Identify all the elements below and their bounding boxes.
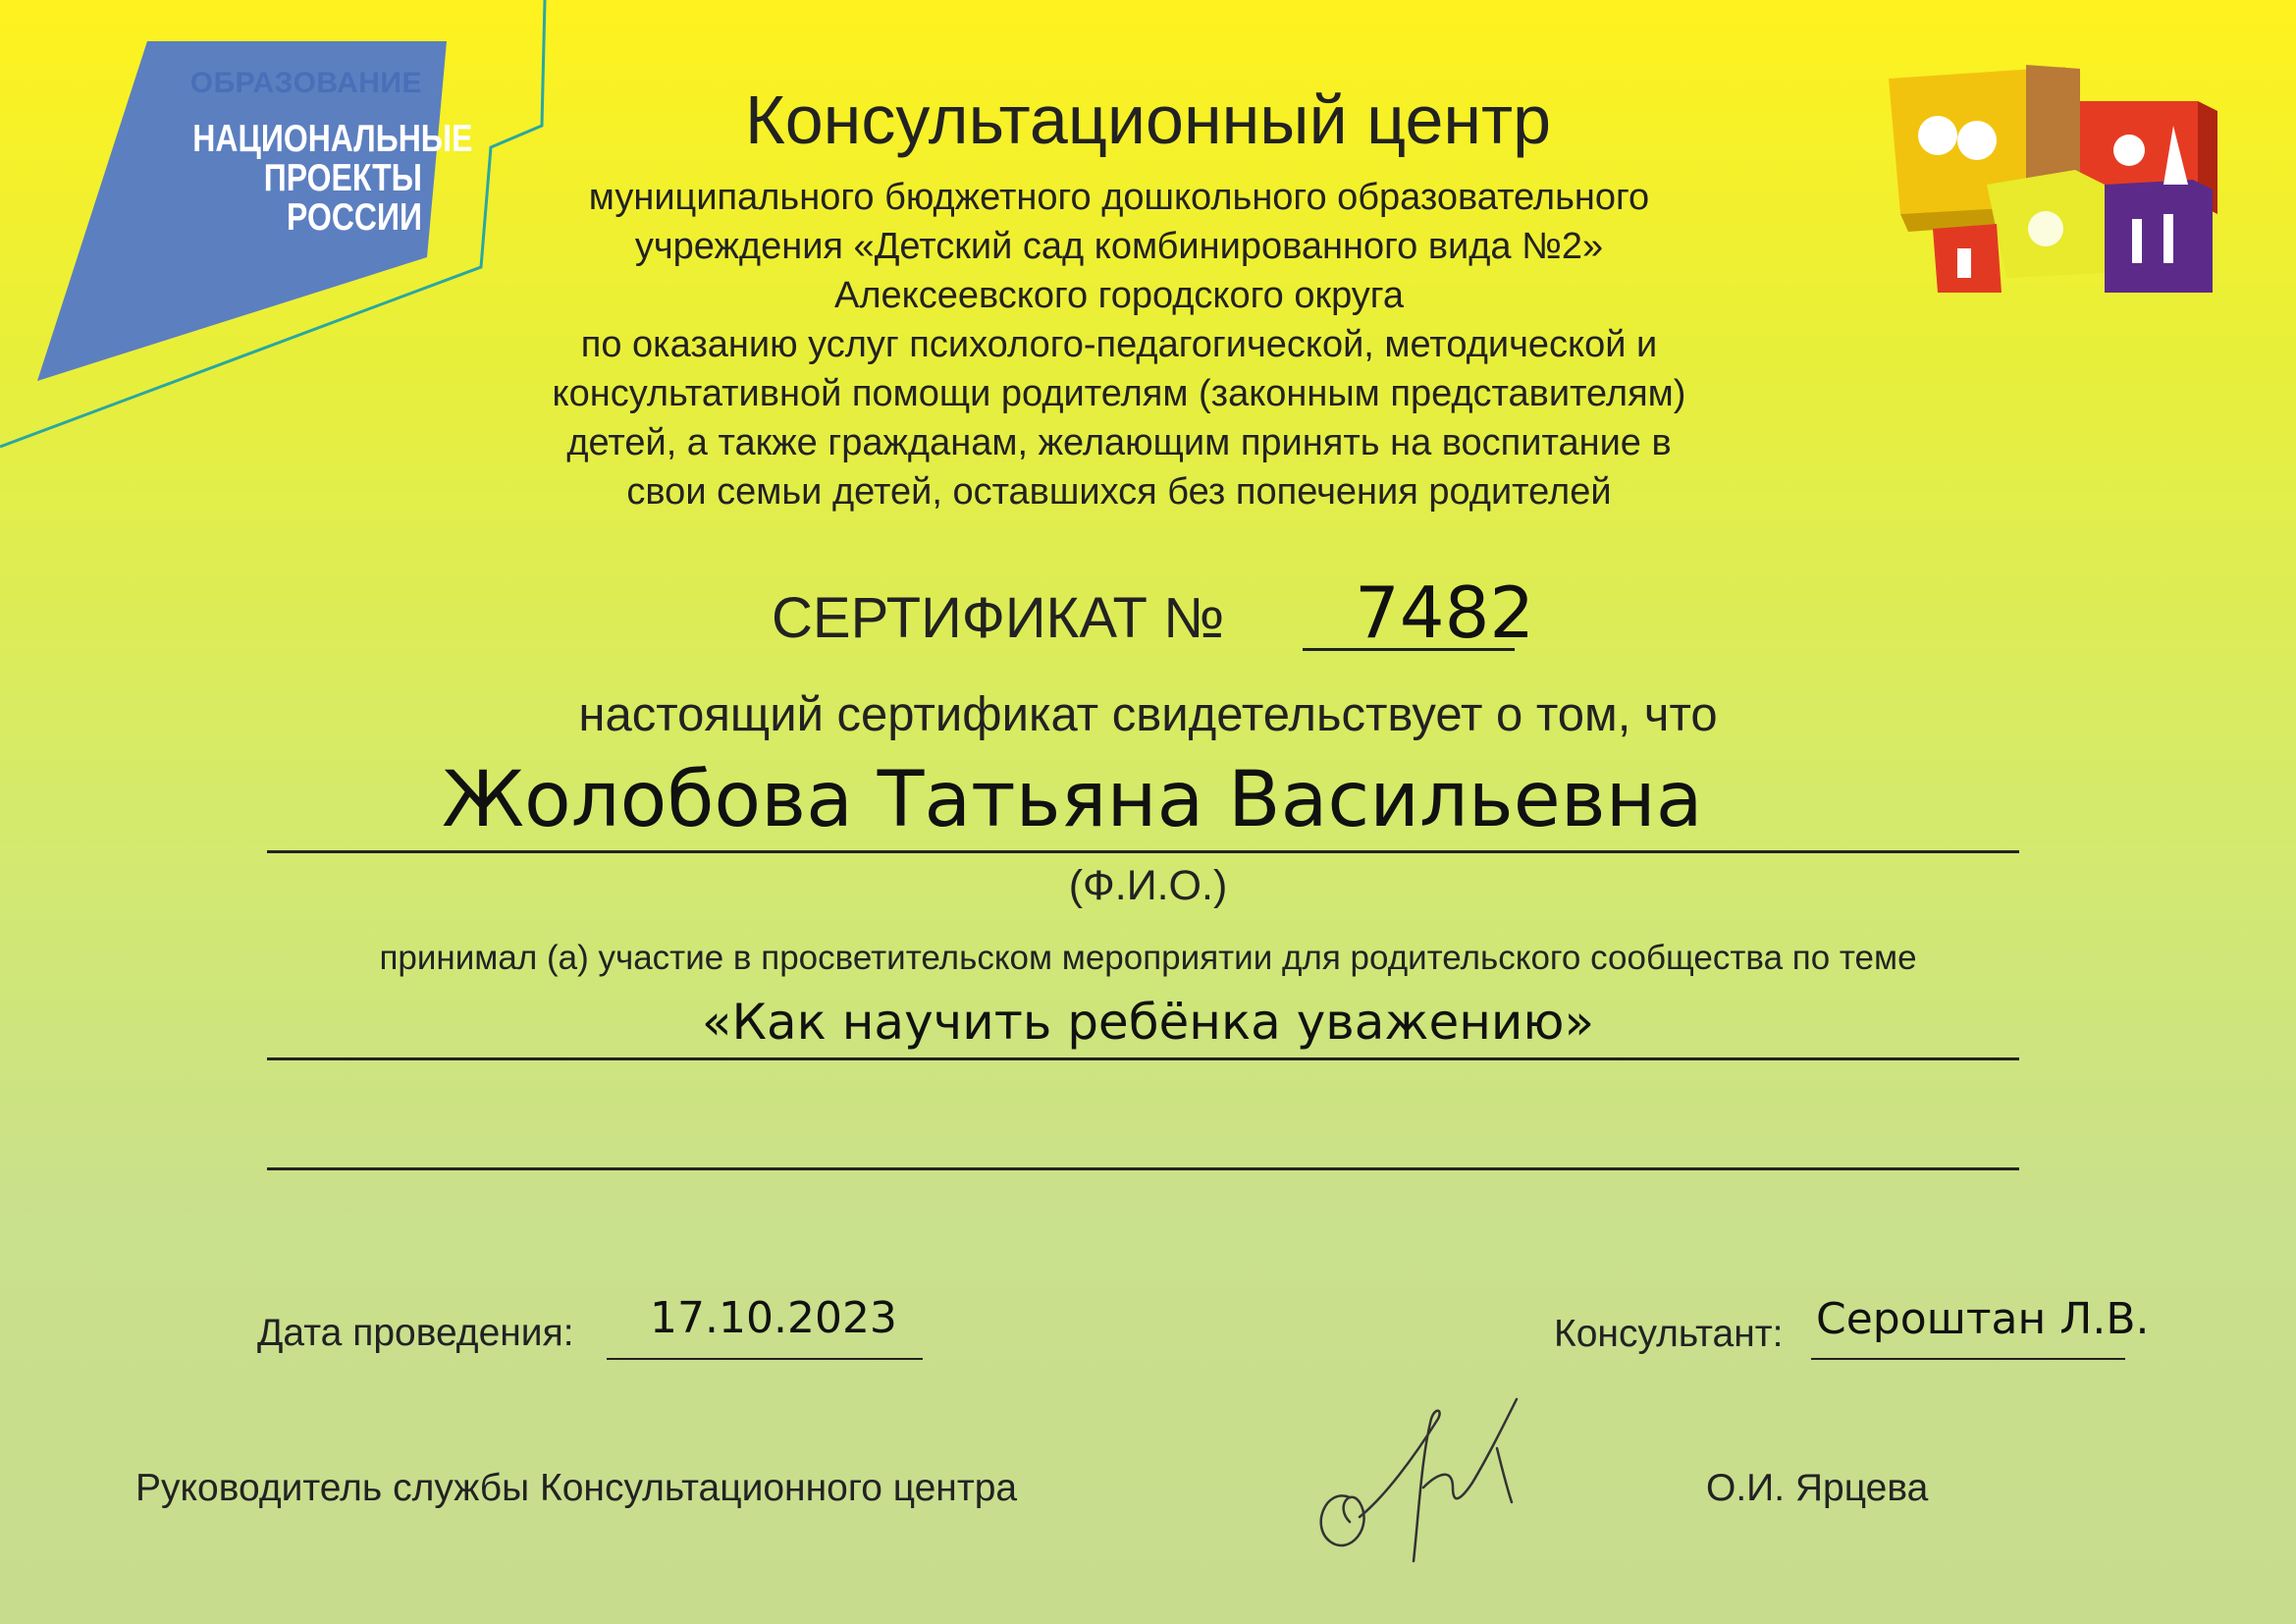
consultant-line: [1811, 1358, 2125, 1360]
logo-line-3: РОССИИ: [287, 196, 422, 239]
logo-line-2: ПРОЕКТЫ: [263, 157, 422, 199]
logo-line-1: НАЦИОНАЛЬНЫЕ: [192, 118, 473, 160]
participation-text: принимал (а) участие в просветительском мероприятии для родительского сообщества по теме: [379, 939, 1917, 977]
consultant-label: Консультант:: [1554, 1313, 1784, 1355]
fio-caption: (Ф.И.О.): [1068, 862, 1228, 909]
head-name: О.И. Ярцева: [1706, 1467, 1929, 1509]
fio-line: [267, 850, 2019, 853]
topic-line-2: [267, 1167, 2019, 1170]
fio-value: Жолобова Татьяна Васильевна: [442, 756, 1703, 844]
topic-line-1: [267, 1057, 2019, 1060]
topic-value: «Как научить ребёнка уважению»: [701, 994, 1595, 1051]
org-line-5: консультативной помощи родителям (законным представителям): [552, 373, 1686, 414]
org-line-3: Алексеевского городского округа: [834, 275, 1404, 316]
date-line: [607, 1358, 923, 1360]
consultant-value: Сероштан Л.В.: [1816, 1294, 2150, 1344]
date-label: Дата проведения:: [257, 1312, 574, 1354]
attest-text: настоящий сертификат свидетельствует о том, что: [578, 688, 1718, 741]
center-title: Консультационный центр: [744, 81, 1552, 158]
org-line-2: учреждения «Детский сад комбинированного вида №2»: [634, 226, 1604, 267]
organization-description: [422, 173, 1816, 516]
org-line-6: детей, а также гражданам, желающим принять на воспитание в: [566, 422, 1672, 463]
logo-top-label: ОБРАЗОВАНИЕ: [189, 67, 422, 99]
org-line-4: по оказанию услуг психолого-педагогической, методической и: [580, 324, 1658, 365]
handwritten-signature-icon: [1306, 1380, 1531, 1576]
certificate-label: СЕРТИФИКАТ №: [772, 586, 1225, 650]
certificate-number: 7482: [1355, 571, 1535, 654]
head-label: Руководитель службы Консультационного центра: [135, 1467, 1018, 1509]
date-value: 17.10.2023: [650, 1293, 897, 1343]
org-line-1: муниципального бюджетного дошкольного образовательного: [588, 177, 1650, 218]
org-line-7: свои семьи детей, оставшихся без попечения родителей: [626, 471, 1612, 513]
